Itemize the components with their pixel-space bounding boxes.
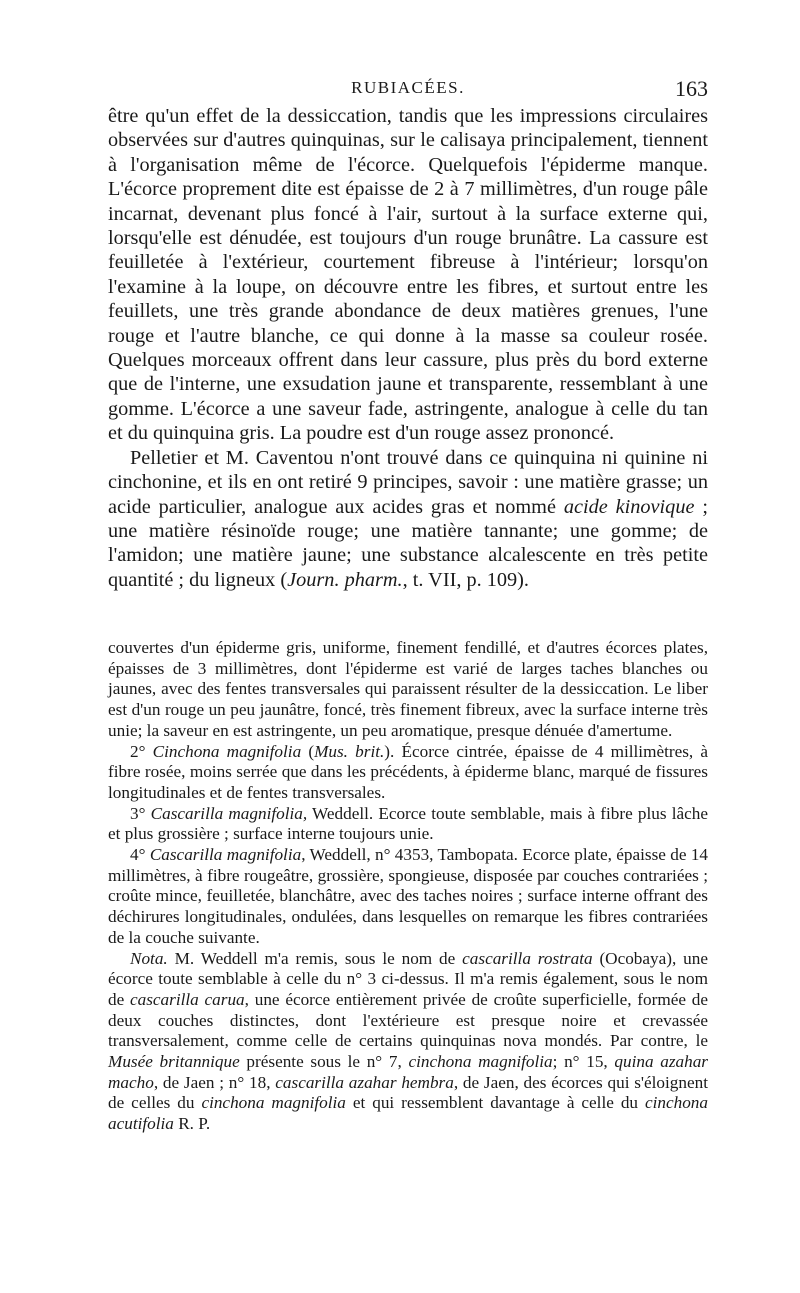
citation-journal: Journ. pharm. bbox=[287, 568, 403, 591]
text-run: ). Écorce cintrée, épaisse de 4 millimètres, à fibre rosée, moins serrée que dans les précédents, à épiderme blanc, marqué de fissures longitudinales et de fentes transversales. bbox=[108, 741, 709, 802]
text-run: être qu'un effet de la dessiccation, tandis que les impressions circulaires observées sur d'autres quinquinas, sur le calisaya principalement, tiennent à l'organisation même de l'écorce. Quelquefois l'épiderme manque. L'écorce proprement dite est épaisse de 2 à 7 millimètres, d'un rouge pâle incarnat, devenant plus foncé à l'air, surtout à la surface externe qui, lorsqu'elle est dénudée, est toujours d'un rouge brunâtre. La cassure est feuilletée à l'extérieur, courtement fibreuse à l'intérieur; lorsqu'on l'examine à la loupe, on découvre entre les fibres, et surtout entre les feuillets, une très grande abondance de deux matières grenues, l'une rouge et l'autre blanche, ce qui donne à la masse sa couleur rosée. Quelques morceaux offrent dans leur cassure, plus près du bord externe que de l'interne, une exsudation jaune et transparente, ressemblant à une gomme. L'écorce a une saveur fade, astringente, analogue à celle du tan et du quinquina gris. La poudre est d'un rouge assez prononcé. bbox=[108, 105, 708, 445]
text-run: , t. VII, p. 109). bbox=[402, 568, 529, 591]
running-title: RUBIACÉES. bbox=[351, 78, 465, 97]
text-run: , de Jaen ; n° 18, bbox=[153, 1072, 276, 1092]
running-head bbox=[108, 76, 708, 102]
species-name: cascarilla azahar hembra bbox=[275, 1072, 454, 1092]
text-run: couvertes d'un épiderme gris, uniforme, finement fendillé, et d'autres écorces plates, épaisses de 3 millimètres, dont l'épiderme est varié de larges taches blanches ou jaunes, avec des fentes transversales qui paraissent résulter de la dessiccation. Le liber est d'un rouge un peu jaunâtre, foncé, très finement fibreux, avec la surface interne très unie; la saveur en est astringente, un peu aromatique, presque dénuée d'amertume. bbox=[108, 638, 708, 740]
page-number: 163 bbox=[675, 76, 708, 101]
text-run: , de Jaen, des écorces qui s'éloignent de celles du bbox=[108, 1072, 708, 1113]
footnote-nota bbox=[108, 949, 708, 1135]
nota-label: Nota. bbox=[130, 948, 168, 968]
text-run: R. P. bbox=[173, 1114, 211, 1134]
text-run: ; une matière résinoïde rouge; une matière tannante; une gomme; de l'amidon; une matière jaune; une substance alcalescente en très petite quantité ; du ligneux ( bbox=[108, 495, 708, 591]
footnote-item-3 bbox=[108, 804, 708, 845]
paragraph-pelletier-caventou bbox=[108, 446, 708, 592]
italic-term: acide kinovique bbox=[563, 495, 695, 518]
species-name: cinchona magnifolia bbox=[201, 1093, 346, 1113]
footnote-item-2 bbox=[108, 742, 708, 804]
footnote-block bbox=[108, 638, 708, 1135]
species-name: Cinchona magnifolia bbox=[152, 741, 302, 761]
paragraph-continued bbox=[108, 104, 708, 446]
species-name: Cascarilla magnifolia bbox=[149, 845, 302, 865]
text-run: (Ocobaya), une écorce toute semblable à celle du n° 3 ci-dessus. Il m'a remis également, sous le nom de bbox=[108, 948, 708, 1009]
item-number: 3° bbox=[130, 803, 146, 823]
text-run: et qui ressemblent davantage à celle du bbox=[345, 1093, 645, 1113]
text-run: Weddell. Ecorce toute semblable, mais à fibre plus lâche et plus grossière ; surface interne toujours unie. bbox=[108, 803, 708, 844]
species-name: cascarilla carua bbox=[130, 989, 245, 1009]
text-run: présente sous le n° 7, bbox=[239, 1052, 409, 1072]
text-run: ( bbox=[301, 741, 315, 761]
species-name: cascarilla rostrata bbox=[462, 948, 593, 968]
text-run: ; n° 15, bbox=[552, 1052, 615, 1072]
footnote-item-4 bbox=[108, 845, 708, 949]
museum-name: Musée britannique bbox=[108, 1052, 240, 1072]
species-name: cinchona magnifolia bbox=[408, 1052, 553, 1072]
text-run: , Weddell, n° 4353, Tambopata. Ecorce plate, épaisse de 14 millimètres, à fibre rougeâtre, grossière, spongieuse, disposée par couches contrariées ; croûte mince, feuilletée, blanchâtre, avec des taches noires ; surface interne offrant des déchirures longitudinales, ondulées, dans lesquelles on remarque les fibres contrariées de la couche suivante. bbox=[108, 845, 709, 947]
text-run: , une écorce entièrement privée de croûte superficielle, formée de deux couches distinctes, dont l'extérieure est presque noire et crevassée transversalement, comme celle de certains quinquinas nova mondés. Par contre, le bbox=[108, 989, 708, 1051]
item-number: 4° bbox=[130, 845, 146, 865]
text-run: Pelletier et M. Caventou n'ont trouvé dans ce quinquina ni quinine ni cinchonine, et ils en ont retiré 9 principes, savoir : une matière grasse; un acide particulier, analogue aux acides gras et nommé bbox=[108, 446, 708, 518]
species-name: Cascarilla magnifolia, bbox=[150, 803, 308, 823]
species-name: cinchona acutifolia bbox=[108, 1093, 708, 1134]
text-run: M. Weddell m'a remis, sous le nom de bbox=[167, 948, 463, 968]
main-text bbox=[108, 104, 708, 592]
species-name: quina azahar macho bbox=[108, 1052, 708, 1092]
item-number: 2° bbox=[130, 741, 146, 761]
citation-source: Mus. brit. bbox=[314, 741, 385, 761]
footnote-paragraph bbox=[108, 638, 708, 742]
